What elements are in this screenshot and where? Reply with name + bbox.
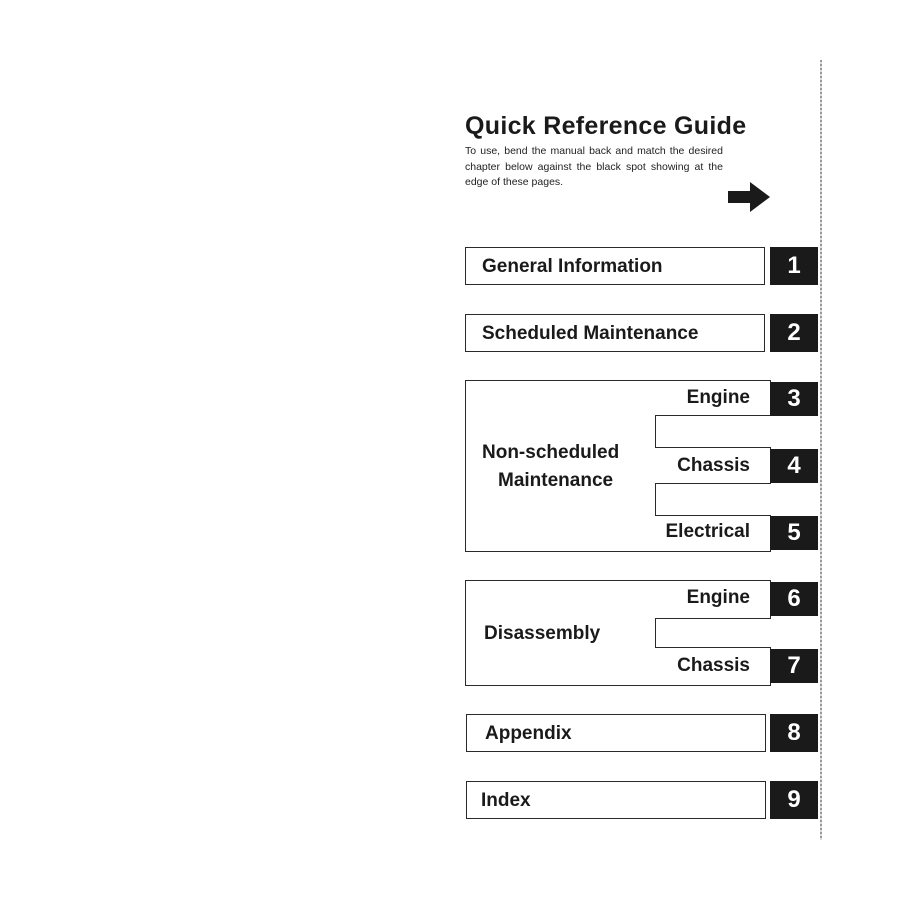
chapter-divider bbox=[655, 618, 771, 648]
chapter-tab-7[interactable]: 7 bbox=[770, 649, 818, 683]
chapter-tab-5[interactable]: 5 bbox=[770, 516, 818, 550]
group-label-line2: Maintenance bbox=[498, 470, 614, 491]
chapter-group-non-scheduled-maintenance bbox=[465, 380, 771, 552]
group-label: Disassembly bbox=[484, 623, 601, 644]
chapter-appendix[interactable] bbox=[466, 714, 766, 752]
page-title: Quick Reference Guide bbox=[465, 112, 747, 140]
chapter-label: Scheduled Maintenance bbox=[482, 323, 699, 344]
chapter-scheduled-maintenance[interactable] bbox=[465, 314, 765, 352]
subchapter-label-engine[interactable]: Engine bbox=[686, 387, 750, 408]
chapter-tab-9[interactable]: 9 bbox=[770, 781, 818, 819]
instructions-text: To use, bend the manual back and match the desired chapter below against the black spot showing at the edge of these pages. bbox=[465, 145, 723, 189]
chapter-label: General Information bbox=[482, 256, 663, 277]
right-arrow-icon bbox=[728, 182, 770, 212]
chapter-index[interactable] bbox=[466, 781, 766, 819]
subchapter-label-chassis[interactable]: Chassis bbox=[677, 455, 750, 476]
chapter-tab-6[interactable]: 6 bbox=[770, 582, 818, 616]
chapter-divider bbox=[655, 483, 771, 516]
subchapter-label-electrical[interactable]: Electrical bbox=[665, 521, 750, 542]
subchapter-label-chassis[interactable]: Chassis bbox=[677, 655, 750, 676]
chapter-tab-2[interactable]: 2 bbox=[770, 314, 818, 352]
group-label-line1: Non-scheduled bbox=[482, 442, 620, 463]
chapter-general-information[interactable] bbox=[465, 247, 765, 285]
chapter-tab-3[interactable]: 3 bbox=[770, 382, 818, 416]
page-edge bbox=[820, 60, 822, 840]
chapter-label: Appendix bbox=[485, 723, 572, 744]
chapter-tab-4[interactable]: 4 bbox=[770, 449, 818, 483]
chapter-tab-8[interactable]: 8 bbox=[770, 714, 818, 752]
chapter-label: Index bbox=[481, 790, 531, 811]
subchapter-label-engine[interactable]: Engine bbox=[686, 587, 750, 608]
chapter-tab-1[interactable]: 1 bbox=[770, 247, 818, 285]
chapter-divider bbox=[655, 415, 771, 448]
